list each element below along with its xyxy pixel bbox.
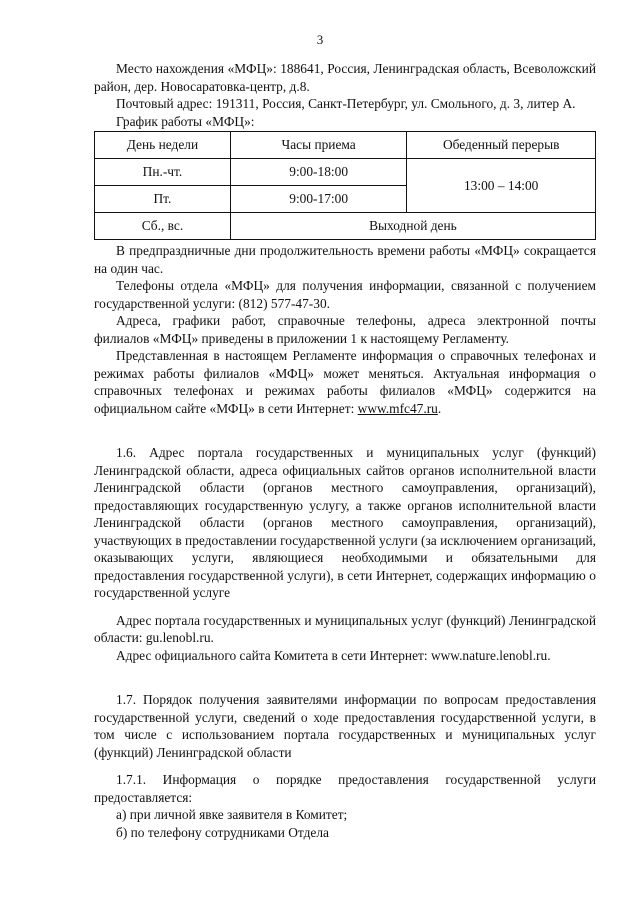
paragraph-branches: Адреса, графики работ, справочные телефоны, адреса электронной почты филиалов «МФЦ» приведены в приложении 1 к настоящему Регламенту. <box>94 313 596 346</box>
list-item-b: б) по телефону сотрудниками Отдела <box>116 824 329 840</box>
row2-hours: 9:00-17:00 <box>230 186 406 213</box>
paragraph-actual-info <box>94 347 596 417</box>
committee-site-address: Адрес официального сайта Комитета в сети Интернет: www.nature.lenobl.ru. <box>116 647 551 663</box>
row3-day: Сб., вс. <box>95 213 231 240</box>
document-body <box>94 60 596 841</box>
paragraph-holiday-hours: В предпраздничные дни продолжительность времени работы «МФЦ» сокращается на один час. <box>94 243 596 276</box>
page-number: 3 <box>316 32 324 47</box>
paragraph-actual-info-text: Представленная в настоящем Регламенте информация о справочных телефонах и режимах работы филиалов «МФЦ» может меняться. Актуальная информация о справочных телефонах и режимах работы филиалов «МФЦ» содержится на официальном сайте «МФЦ» в сети Интернет: <box>94 348 596 416</box>
section-1-7-1: 1.7.1. Информация о порядке предоставления государственной услуги предоставляется: <box>94 772 596 805</box>
row1-day: Пн.-чт. <box>95 159 231 186</box>
table-row <box>95 213 596 240</box>
table-header-row <box>95 132 596 159</box>
header-hours: Часы приема <box>230 132 406 159</box>
mfc-postal-address: Почтовый адрес: 191311, Россия, Санкт-Петербург, ул. Смольного, д. 3, литер А. <box>116 96 576 111</box>
mfc-website-link[interactable]: www.mfc47.ru <box>357 400 438 416</box>
row2-day: Пт. <box>95 186 231 213</box>
section-1-7: 1.7. Порядок получения заявителями информации по вопросам предоставления государственной услуги, сведений о ходе предоставления государственной услуги, в том числе с использованием портала государственных и муниципальных услуг (функций) Ленинградской области <box>94 692 596 760</box>
mfc-location: Место нахождения «МФЦ»: 188641, Россия, Ленинградская область, Всеволожский район, дер. Новосаратовка-центр, д.8. <box>94 61 596 94</box>
schedule-caption: График работы «МФЦ»: <box>116 113 255 129</box>
schedule-table <box>94 131 596 240</box>
portal-address: Адрес портала государственных и муниципальных услуг (функций) Ленинградской области: gu.lenobl.ru. <box>94 612 596 645</box>
row1-hours: 9:00-18:00 <box>230 159 406 186</box>
table-row <box>95 159 596 186</box>
header-lunch: Обеденный перерыв <box>407 132 596 159</box>
paragraph-phones: Телефоны отдела «МФЦ» для получения информации, связанной с получением государственной услуги: (812) 577-47-30. <box>94 278 596 311</box>
lunch-break: 13:00 – 14:00 <box>407 159 596 213</box>
section-1-6: 1.6. Адрес портала государственных и муниципальных услуг (функций) Ленинградской области, адреса официальных сайтов органов исполнительной власти Ленинградской области (органов местного самоуправления, организаций), предоставляющих государственную услугу, а также органов исполнительной власти Ленинградской области (органов местного самоуправления, организаций), участвующих в предоставлении государственной услуги (за исключением организаций, оказывающих услуги, являющиеся необходимыми и обязательными для предоставления государственной услуги), в сети Интернет, содержащих информацию о государственной услуге <box>94 445 596 600</box>
list-item-a: а) при личной явке заявителя в Комитет; <box>116 807 348 822</box>
header-day: День недели <box>95 132 231 159</box>
paragraph-end-dot: . <box>437 400 442 416</box>
day-off: Выходной день <box>230 213 595 240</box>
